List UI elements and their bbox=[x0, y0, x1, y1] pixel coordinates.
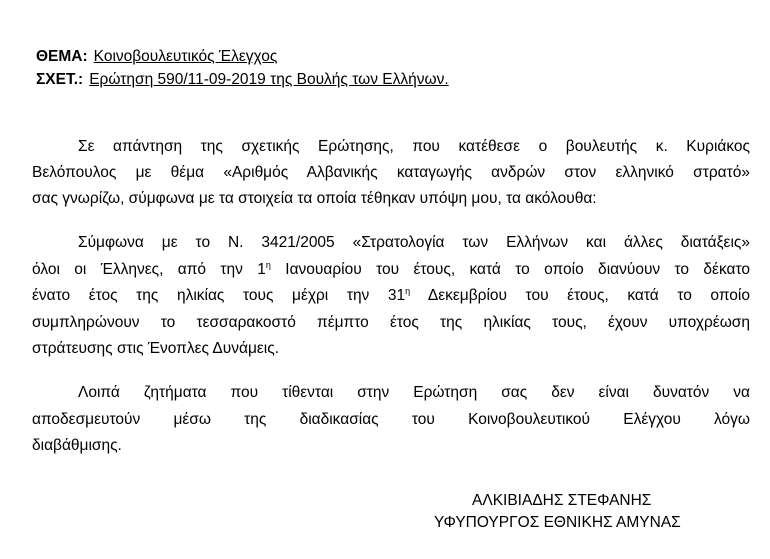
paragraph-3-line-2: αποδεσμευτούν μέσω της διαδικασίας του Κοινοβουλευτικού Ελέγχου λόγω bbox=[32, 411, 750, 428]
paragraph-1-line-2: Βελόπουλος με θέμα «Αριθμός Αλβανικής καταγωγής ανδρών στον ελληνικό στρατό» bbox=[32, 164, 750, 181]
paragraph-2-line-2: όλοι οι Έλληνες, από την $1^\eta$ Ιανουαρίου του έτους, κατά το οποίο διανύουν το δέκατο bbox=[32, 260, 751, 278]
paragraph-1-line-3: σας γνωρίζω, σύμφωνα με τα στοιχεία τα οποία τέθηκαν υπόψη μου, τα ακόλουθα: bbox=[32, 190, 597, 207]
reference-value: Ερώτηση 590/11-09-2019 της Βουλής των Ελλήνων. bbox=[89, 71, 449, 88]
superscript-eta: η bbox=[265, 260, 271, 270]
superscript-eta: η bbox=[405, 286, 411, 296]
paragraph-2-line-3: ένατο έτος της ηλικίας τους μέχρι την $31^\eta$ Δεκεμβρίου του έτους, κατά το οποίο bbox=[32, 286, 750, 304]
paragraph-2-line-1: Σύμφωνα με το Ν. 3421/2005 «Στρατολογία των Ελλήνων και άλλες διατάξεις» bbox=[78, 234, 750, 251]
reference-line bbox=[36, 70, 449, 90]
paragraph-3-line-1: Λοιπά ζητήματα που τίθενται στην Ερώτηση σας δεν είναι δυνατόν να bbox=[78, 384, 750, 401]
subject-line bbox=[36, 47, 277, 67]
paragraph-3-line-3: διαβάθμισης. bbox=[32, 437, 122, 454]
reference-label: ΣΧΕΤ.: bbox=[36, 71, 84, 88]
paragraph-2-line-4: συμπληρώνουν το τεσσαρακοστό πέμπτο έτος της ηλικίας τους, έχουν υποχρέωση bbox=[32, 314, 750, 331]
signatory-title: ΥΦΥΠΟΥΡΓΟΣ ΕΘΝΙΚΗΣ ΑΜΥΝΑΣ bbox=[434, 514, 681, 531]
subject-label: ΘΕΜΑ: bbox=[36, 48, 88, 65]
subject-value: Κοινοβουλευτικός Έλεγχος bbox=[93, 48, 278, 65]
paragraph-2-line-5: στράτευσης στις Ένοπλες Δυνάμεις. bbox=[32, 340, 280, 357]
signatory-name: ΑΛΚΙΒΙΑΔΗΣ ΣΤΕΦΑΝΗΣ bbox=[472, 492, 652, 509]
paragraph-1-line-1: Σε απάντηση της σχετικής Ερώτησης, που κατέθεσε ο βουλευτής κ. Κυριάκος bbox=[78, 138, 750, 155]
